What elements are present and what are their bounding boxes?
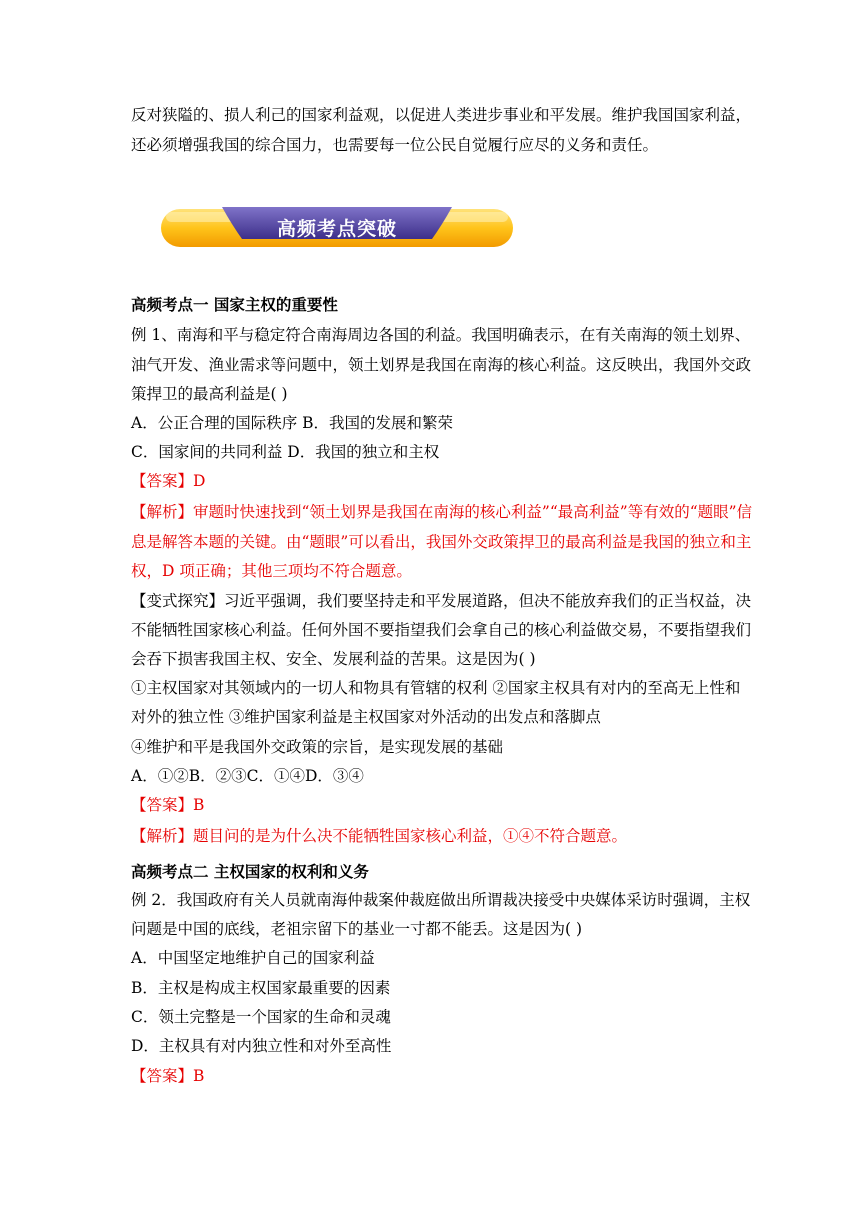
question-line: 例 1、南海和平与稳定符合南海周边各国的利益。我国明确表示，在有关南海的领土划界、 bbox=[131, 326, 751, 344]
question-line: 油气开发、渔业需求等问题中，领土划界是我国在南海的核心利益。这反映出，我国外交政 bbox=[131, 356, 752, 374]
intro-line: 还必须增强我国的综合国力，也需要每一位公民自觉履行应尽的义务和责任。 bbox=[131, 136, 659, 154]
section-heading: 高频考点一 国家主权的重要性 bbox=[131, 295, 338, 314]
option-line: A．①②B．②③C．①④D．③④ bbox=[131, 767, 364, 785]
analysis-line: 【解析】审题时快速找到“领土划界是我国在南海的核心利益”“最高利益”等有效的“题眼”信 bbox=[131, 503, 753, 521]
variant-line: 【变式探究】习近平强调，我们要坚持走和平发展道路，但决不能放弃我们的正当权益，决 bbox=[131, 592, 752, 610]
analysis-line: 【解析】题目问的是为什么决不能牺牲国家核心利益，①④不符合题意。 bbox=[131, 827, 628, 845]
option-line: D．主权具有对内独立性和对外至高性 bbox=[131, 1037, 392, 1055]
question-line: 策捍卫的最高利益是( ) bbox=[131, 385, 288, 403]
section-banner bbox=[160, 205, 514, 250]
variant-line: 会吞下损害我国主权、安全、发展利益的苦果。这是因为( ) bbox=[131, 650, 536, 668]
analysis-line: 权，D 项正确；其他三项均不符合题意。 bbox=[131, 562, 412, 580]
variant-line: ①主权国家对其领域内的一切人和物具有管辖的权利 ②国家主权具有对内的至高无上性和 bbox=[131, 679, 741, 697]
question-line: 问题是中国的底线，老祖宗留下的基业一寸都不能丢。这是因为( ) bbox=[131, 920, 583, 938]
option-line: A．公正合理的国际秩序 B．我国的发展和繁荣 bbox=[131, 414, 454, 432]
variant-line: ④维护和平是我国外交政策的宗旨，是实现发展的基础 bbox=[131, 738, 504, 756]
intro-line: 反对狭隘的、损人利己的国家利益观，以促进人类进步事业和平发展。维护我国国家利益， bbox=[131, 106, 752, 124]
analysis-line: 息是解答本题的关键。由“题眼”可以看出，我国外交政策捍卫的最高利益是我国的独立和主 bbox=[131, 533, 752, 551]
option-line: C．国家间的共同利益 D．我国的独立和主权 bbox=[131, 443, 440, 461]
answer-line: 【答案】D bbox=[131, 472, 206, 490]
answer-line: 【答案】B bbox=[131, 1067, 205, 1085]
answer-line: 【答案】B bbox=[131, 796, 205, 814]
banner-title: 高频考点突破 bbox=[276, 218, 397, 240]
variant-line: 不能牺牲国家核心利益。任何外国不要指望我们会拿自己的核心利益做交易，不要指望我们 bbox=[131, 621, 752, 639]
question-line: 例 2．我国政府有关人员就南海仲裁案仲裁庭做出所谓裁决接受中央媒体采访时强调，主权 bbox=[131, 891, 751, 909]
variant-line: 对外的独立性 ③维护国家利益是主权国家对外活动的出发点和落脚点 bbox=[131, 708, 601, 726]
option-line: C．领土完整是一个国家的生命和灵魂 bbox=[131, 1008, 391, 1026]
section-heading: 高频考点二 主权国家的权利和义务 bbox=[131, 862, 369, 881]
option-line: A．中国坚定地维护自己的国家利益 bbox=[131, 949, 375, 967]
option-line: B．主权是构成主权国家最重要的因素 bbox=[131, 979, 391, 997]
